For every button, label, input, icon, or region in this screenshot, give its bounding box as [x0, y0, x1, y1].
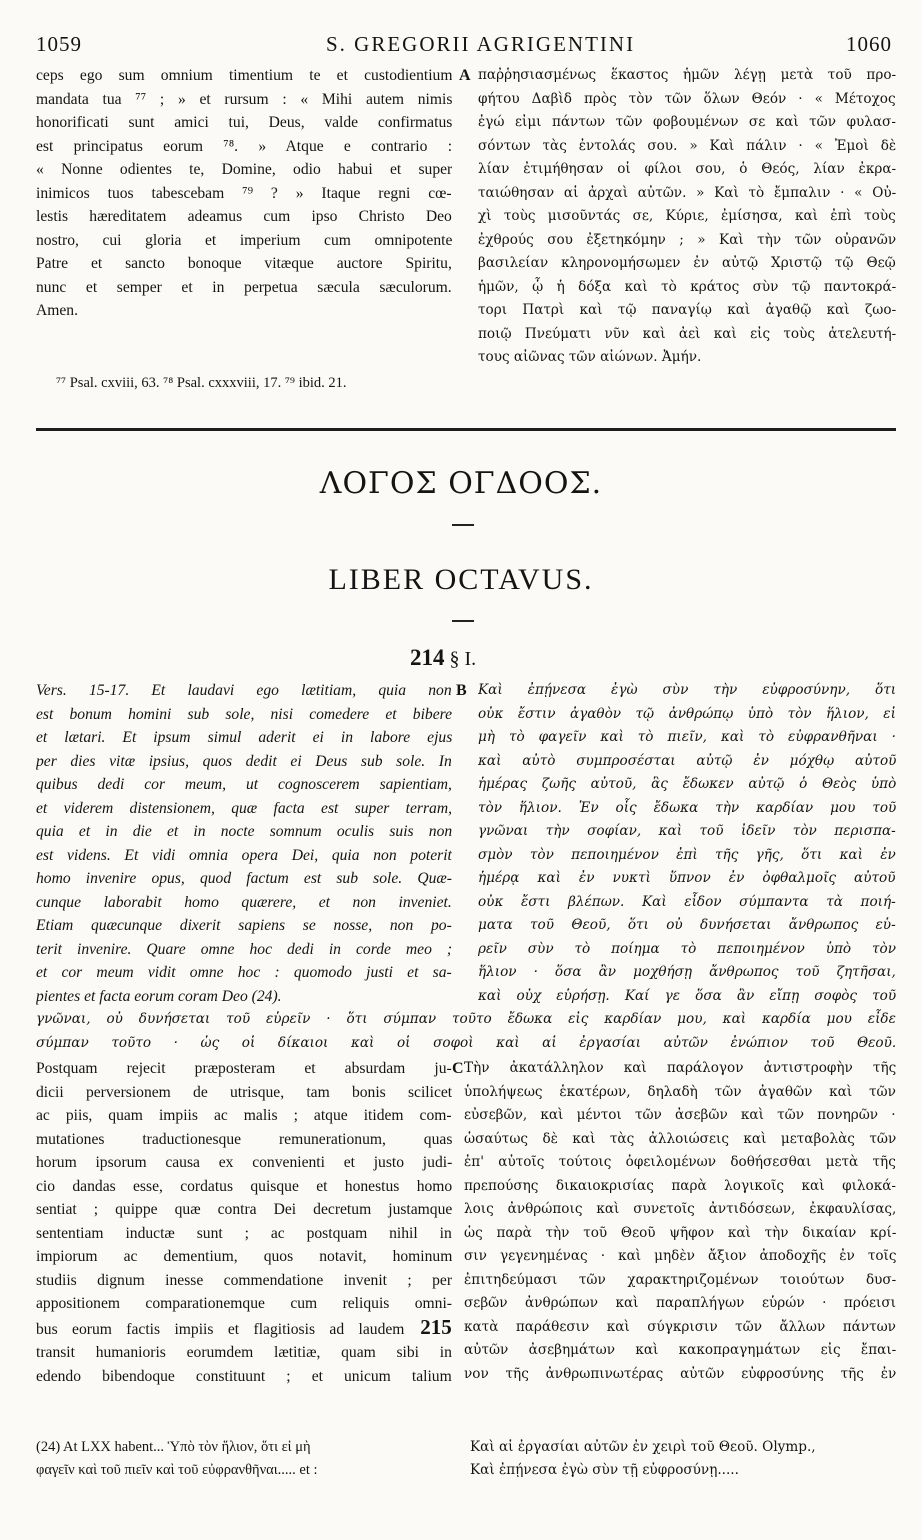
text-line: ρεῖν σὺν τὸ ποίημα τὸ πεποιημένον ὑπὸ τὸν	[478, 940, 896, 957]
text-line: ποιῷ Πνεύματι νῦν καὶ ἀεὶ καὶ εἰς τοὺς ἀτελευτή-	[478, 325, 896, 342]
text-line: lestis hæreditatem adeamus cum ipso Christo Deo	[36, 208, 452, 225]
text-block	[36, 679, 452, 1008]
note-24	[36, 1436, 318, 1482]
text-line: mandata tua ⁷⁷ ; » et rursum : « Mihi autem nimis	[36, 90, 452, 108]
text-line: terit invenire. Quare omne hoc dedi in corde meo ;	[36, 940, 452, 958]
verse-greek-column	[478, 679, 896, 1008]
text-line: οὐκ ἔστι βλέπων. Καὶ εἶδον σύμπαντα τὰ ποιή-	[478, 893, 896, 910]
text-line: Καὶ ἐπῄνεσα ἐγὼ σὺν τὴν εὐφροσύνην, ὅτι	[478, 682, 896, 698]
text-line: πρεπούσης δικαιοκρισίας παρὰ λογικοῖς καὶ φιλοκά-	[464, 1177, 896, 1194]
text-line: σύμπαν τοῦτο · ὡς οἱ δίκαιοι καὶ οἱ σοφοὶ καὶ αἱ ἐργασίαι αὐτῶν ἐνώπιον τοῦ Θεοῦ.	[36, 1034, 896, 1051]
text-line: χὶ τοὺς μισοῦντάς σε, Κύριε, ἐμίσησα, καὶ ἐπὶ τοὺς	[478, 208, 896, 224]
text-block	[36, 1057, 452, 1388]
section-heading	[410, 645, 476, 671]
text-block	[36, 1008, 896, 1055]
commentary-latin-column	[36, 1057, 452, 1388]
text-block	[478, 679, 896, 1008]
running-title: S. GREGORII AGRIGENTINI	[326, 32, 636, 56]
text-line: μὴ τὸ φαγεῖν καὶ τὸ πιεῖν, καὶ τὸ εὐφρανθῆναι ·	[478, 729, 896, 745]
text-line: cio dandas esse, cordatus quisque et honestus homo	[36, 1177, 452, 1195]
text-line: nostro, cui gloria et imperium cum omnipotente	[36, 231, 452, 249]
text-block	[36, 64, 452, 323]
page-number-left: 1059	[36, 32, 82, 56]
page-number-215: 215	[404, 1314, 452, 1339]
text-line: βασιλείαν κληρονομήσωμεν ἐν αὐτῷ Χριστῷ τῷ Θεῷ	[478, 255, 896, 271]
note-line: Καὶ αἱ ἐργασίαι αὐτῶν ἐν χειρὶ τοῦ Θεοῦ. Olymp.,	[470, 1439, 816, 1455]
text-line: et cor meum vidit omne hoc : quomodo justi et sa-	[36, 964, 452, 981]
text-line: transit humanioris eorumdem lætitiæ, quam sibi in	[36, 1344, 452, 1361]
top-greek-column	[478, 64, 896, 370]
text-line: τορι Πατρὶ καὶ τῷ παναγίῳ καὶ ἀγαθῷ καὶ ζωο-	[478, 302, 896, 318]
text-line: bus eorum factis impiis et flagitiosis ad laudem 215	[36, 1314, 452, 1339]
text-line: honorificati sunt amici tui, Deus, valde confirmatus	[36, 114, 452, 131]
section-rule	[36, 428, 896, 431]
text-line: est videns. Et vidi omnia opera Dei, quia non poterit	[36, 846, 452, 864]
text-line: Postquam rejecit præposteram et absurdam ju-	[36, 1060, 452, 1077]
margin-marker-b: B	[456, 682, 467, 699]
text-line: per dies vitæ ipsius, quos dedit ei Deus sub sole. In	[36, 752, 452, 770]
text-line: ἡμέρας ζωῆς αὐτοῦ, ἃς ἔδωκεν αὐτῷ ὁ Θεὸς ὑπὸ	[478, 776, 896, 792]
text-line: σμὸν τὸν πεποιημένον ἐπὶ τῆς γῆς, ὅτι καὶ ἐν	[478, 846, 896, 863]
text-line: quibus dedi cor meum, ut cognoscerem sapientiam,	[36, 776, 452, 793]
title-dash-2	[452, 620, 474, 622]
text-line: nunc et semper et in perpetua sæcula sæculorum.	[36, 278, 452, 296]
text-line: καὶ αὐτὸ συμπροσέσται αὐτῷ ἐν μόχθῳ αὐτοῦ	[478, 752, 896, 769]
text-line: ἐπιτηδεύμασι τῶν χαρακτηριζομένων τοιούτων δυσ-	[464, 1271, 896, 1288]
note-24-continued	[470, 1436, 816, 1482]
text-line: ἐγώ εἰμι πάντων τῶν φοβουμένων σε καὶ τῶν φυλασ-	[478, 114, 896, 130]
column-number: 214	[410, 645, 445, 670]
verse-full-width-lines	[36, 1008, 896, 1055]
text-line: αὐτῶν ἀσεβημάτων καὶ κακοπραγημάτων εἰς ἔπαι-	[464, 1342, 896, 1358]
text-line: Vers. 15-17. Et laudavi ego lætitiam, quia non	[36, 682, 452, 699]
text-line: inimicos tuos tabescebam ⁷⁹ ? » Itaque regni cœ-	[36, 184, 452, 202]
text-line: homo invenire opus, quod factum est sub sole. Quæ-	[36, 870, 452, 887]
text-line: ταιώθησαν αἱ ἀρχαὶ αὐτῶν. » Καὶ τὸ ἔμπαλιν · « Οὐ-	[478, 184, 896, 201]
section-mark: § I.	[449, 648, 477, 670]
text-line: κατὰ παράθεσιν καὶ σύγκρισιν τῶν ἄλλων πάντων	[464, 1318, 896, 1335]
text-line: est bonum homini sub sole, nisi comedere et bibere	[36, 705, 452, 723]
text-line: mutationes traductionesque remunerationum, quas	[36, 1130, 452, 1148]
text-line: Τὴν ἀκατάλληλον καὶ παράλογον ἀντιστροφὴν τῆς	[464, 1060, 896, 1076]
text-line: σιν γεγενημένας · καὶ μηδὲν ἄξιον ἀποδοχῆς ἐν τοῖς	[464, 1248, 896, 1264]
text-line: λοις ἀνθρώποις καὶ συνετοῖς ἀντιδόσεων, ἐκφαυλίσας,	[464, 1201, 896, 1217]
top-latin-column	[36, 64, 452, 323]
title-dash-1	[452, 524, 474, 526]
text-line: impiorum ac dementium, quos notavit, hominum	[36, 1248, 452, 1265]
text-line: est principatus eorum ⁷⁸. » Atque e contrario :	[36, 137, 452, 155]
text-line: γνῶναι τὴν σοφίαν, καὶ τοῦ ἰδεῖν τὸν περισπα-	[478, 823, 896, 839]
running-head	[36, 32, 892, 60]
text-line: γνῶναι, οὐ δυνήσεται τοῦ εὑρεῖν · ὅτι σύμπαν τοῦτο ἔδωκα εἰς καρδίαν μου, καὶ καρδία μου εἶδε	[36, 1011, 896, 1027]
text-line: ac piis, quam impiis ac malis ; atque itidem com-	[36, 1107, 452, 1124]
text-line: νον τῆς ἀνθρωπινωτέρας αὐτῶν εὐφροσύνης τῆς ἐν	[464, 1365, 896, 1382]
page-number-right: 1060	[846, 32, 892, 56]
text-line: σεβῶν ἀνθρώπων καὶ παραπλήγων εὑρών · πρόεισι	[464, 1295, 896, 1311]
text-line: ἐχθρούς σου ἐξετηκόμην ; » Καὶ τὴν τῶν οὐρανῶν	[478, 231, 896, 248]
text-line: τους αἰῶνας τῶν αἰώνων. Ἀμήν.	[478, 349, 702, 365]
commentary-greek-column	[464, 1057, 896, 1386]
text-line: quia et in die et in nocte somnum oculis suis non	[36, 823, 452, 840]
text-line: λίαν ἐτιμήθησαν οἱ φίλοι σου, ὁ Θεός, λίαν ἐκρα-	[478, 161, 896, 177]
text-line: ceps ego sum omnium timentium te et custodientium	[36, 67, 452, 84]
note-line: φαγεῖν καὶ τοῦ πιεῖν καὶ τοῦ εὐφρανθῆναι..... et :	[36, 1462, 318, 1478]
text-line: sentiat ; quippe quæ contra Dei decretum justamque	[36, 1201, 452, 1218]
text-line: ἥλιον · ὅσα ἂν μοχθήσῃ ἄνθρωπος τοῦ ζητῆσαι,	[478, 964, 896, 980]
text-line: ἡμέρᾳ καὶ ἐν νυκτὶ ὕπνον ἐν ὀφθαλμοῖς αὐτοῦ	[478, 870, 896, 886]
text-line: et lætari. Et ipsum simul aderit ei in labore ejus	[36, 729, 452, 746]
text-line: Amen.	[36, 302, 79, 319]
text-line: edendo bibendoque constituunt ; et unicum talium	[36, 1367, 452, 1385]
text-block	[478, 64, 896, 370]
text-line: « Nonne odientes te, Domine, odio habui et super	[36, 161, 452, 178]
text-line: Etiam quæcunque dixerit sapiens se nosse, non po-	[36, 917, 452, 934]
text-line: εὐσεβῶν, καὶ μέντοι τῶν ἀσεβῶν καὶ τῶν πονηρῶν ·	[464, 1107, 896, 1123]
text-line: ἐπ' αὐτοῖς τούτοις ὀφειλομένων δοθήσεσθαι μετὰ τῆς	[464, 1154, 896, 1170]
book-latin-title: LIBER OCTAVUS.	[328, 563, 594, 596]
text-line: sententiam inductæ sunt ; ac postquam nihil in	[36, 1224, 452, 1242]
verse-latin-column	[36, 679, 452, 1008]
text-line: φήτου Δαβὶδ πρὸς τὸν τῶν ὅλων Θεόν · « Μέτοχος	[478, 90, 896, 107]
top-footnotes: ⁷⁷ Psal. cxviii, 63. ⁷⁸ Psal. cxxxviii, 17. ⁷⁹ ibid. 21.	[56, 375, 347, 391]
margin-marker-c: C	[452, 1060, 464, 1077]
text-line: καὶ οὐχ εὑρήσῃ. Καί γε ὅσα ἂν εἴπῃ σοφὸς τοῦ	[478, 987, 896, 1004]
text-line: τὸν ἥλιον. Ἐν οἷς ἔδωκα τὴν καρδίαν μου τοῦ	[478, 799, 896, 816]
note-line: Καὶ ἐπῄνεσα ἐγὼ σὺν τῇ εὐφροσύνῃ.....	[470, 1462, 739, 1478]
text-line: dicii perversionem de utrisque, tam bonis scilicet	[36, 1083, 452, 1101]
text-line: pientes et facta eorum coram Deo (24).	[36, 987, 282, 1005]
text-line: appositionem comparationemque cum reliquis omni-	[36, 1295, 452, 1312]
text-line: παῤῥησιασμένως ἕκαστος ἡμῶν λέγῃ μετὰ τοῦ προ-	[478, 67, 896, 83]
text-line: οὐκ ἔστιν ἀγαθὸν τῷ ἀνθρώπῳ ὑπὸ τὸν ἥλιον, εἰ	[478, 705, 896, 722]
text-line: ἡμῶν, ᾧ ἡ δόξα καὶ τὸ κράτος σὺν τῷ παντοκρά-	[478, 278, 896, 295]
text-block	[464, 1057, 896, 1386]
text-line: Patre et sancto bonoque vitæque auctore Spiritu,	[36, 255, 452, 272]
margin-marker-a: A	[459, 67, 471, 84]
note-line: (24) At LXX habent... Ὑπὸ τὸν ἥλιον, ὅτι εἰ μὴ	[36, 1439, 311, 1455]
text-line: ματα τοῦ Θεοῦ, ὅτι οὐ δυνήσεται ἄνθρωπος εὑ-	[478, 917, 896, 933]
text-line: horum ipsorum causa ex convenienti et justo judi-	[36, 1154, 452, 1171]
text-line: et viderem distensionem, quæ facta est super terram,	[36, 799, 452, 817]
text-line: ὑπολήψεως ἑκατέρων, δηλαδὴ τῶν ἀγαθῶν καὶ τῶν	[464, 1083, 896, 1100]
text-line: cunque laborabit homo quærere, et non inveniet.	[36, 893, 452, 911]
text-line: σόντων τὰς ἐντολάς σου. » Καὶ πάλιν · « Ἐμοὶ δὲ	[478, 137, 896, 154]
text-line: studiis dignum inesse commendatione invenit ; per	[36, 1271, 452, 1289]
book-greek-title: ΛΟΓΟΣ ΟΓΔΟΟΣ.	[319, 466, 603, 501]
text-line: ὡς παρὰ τὴν τοῦ Θεοῦ ψῆφον καὶ τὴν δικαίαν κρί-	[464, 1224, 896, 1241]
text-line: ὡσαύτως δὲ καὶ τὰς ἀλλοιώσεις καὶ μεταβολὰς τῶν	[464, 1130, 896, 1147]
